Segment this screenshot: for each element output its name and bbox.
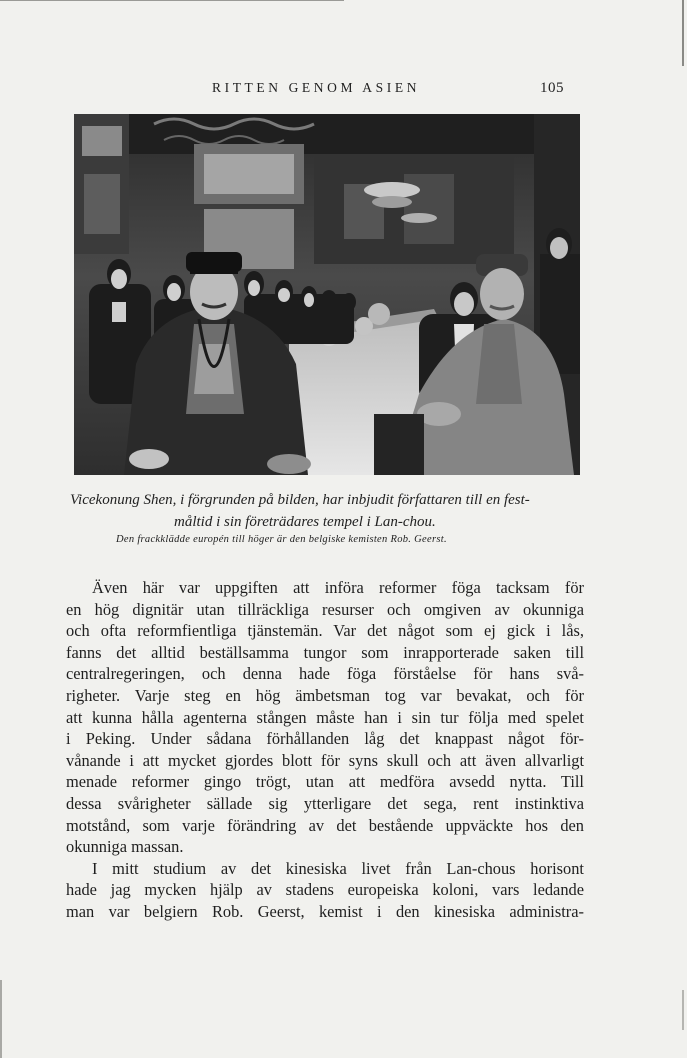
- photo-credit: Den frackklädde europén till höger är den belgiske kemisten Rob. Geerst.: [116, 534, 447, 545]
- text-line: hade jag mycken hjälp av stadens europeiska koloni, vars ledande: [66, 880, 584, 900]
- scan-edge-right: [682, 0, 684, 66]
- scan-edge-top: [0, 0, 344, 1]
- figure-caption: [70, 489, 618, 533]
- text-line: och ofta reformfientliga tjänstemän. Var det något som ej gick i lås,: [66, 621, 584, 641]
- text-line: man var belgiern Rob. Geerst, kemist i den kinesiska administra-: [66, 901, 584, 921]
- text-line: centralregeringen, och denna hade föga förståelse för hans svå-: [66, 664, 584, 684]
- text-line: righeter. Varje steg en hög ämbetsman tog var bevakat, och för: [66, 685, 584, 705]
- scan-edge-left: [0, 980, 2, 1058]
- caption-line-1: Vicekonung Shen, i förgrunden på bilden, har inbjudit författaren till en fest-: [70, 492, 530, 508]
- scan-edge-right-lower: [682, 990, 684, 1030]
- paragraph-1: [66, 577, 584, 836]
- paragraph-2: [66, 858, 584, 923]
- running-head: RITTEN GENOM ASIEN: [212, 80, 421, 95]
- caption-line-2: måltid i sin företrädares tempel i Lan-chou.: [174, 514, 436, 530]
- text-line: dessa svårigheter sällade sig ytterligare det sega, rent instinktiva: [66, 793, 584, 813]
- text-line: i Peking. Under sådana förhållanden låg det knappast något för-: [66, 729, 584, 749]
- text-line: Även här var uppgiften att införa reformer föga tacksam för: [92, 578, 584, 597]
- banquet-photograph: [74, 114, 580, 475]
- paragraph-1-end: [66, 836, 584, 858]
- text-line: menade reformer gingo trögt, utan att medföra avsedd nytta. Till: [66, 772, 584, 792]
- text-line: I mitt studium av det kinesiska livet från Lan-chous horisont: [92, 858, 584, 878]
- page-number: 105: [540, 80, 564, 96]
- text-line: vånande i att mycket gjordes blott för syns skull och att även allvarligt: [66, 750, 584, 770]
- text-line: fanns det alltid beställsamma tungor som inrapporterade saken till: [66, 642, 584, 662]
- text-line: motstånd, som varje förändring av det bestående uppväckte hos den: [66, 815, 584, 835]
- text-line: en hög dignitär utan tillräckliga resurser och omgiven av okunniga: [66, 599, 584, 619]
- text-line: att kunna hålla agenterna stången måste han i sin tur följa med spelet: [66, 707, 584, 727]
- text-line: okunniga massan.: [66, 837, 184, 857]
- body-text: [66, 577, 584, 923]
- photograph-banquet-illustration: [74, 114, 580, 475]
